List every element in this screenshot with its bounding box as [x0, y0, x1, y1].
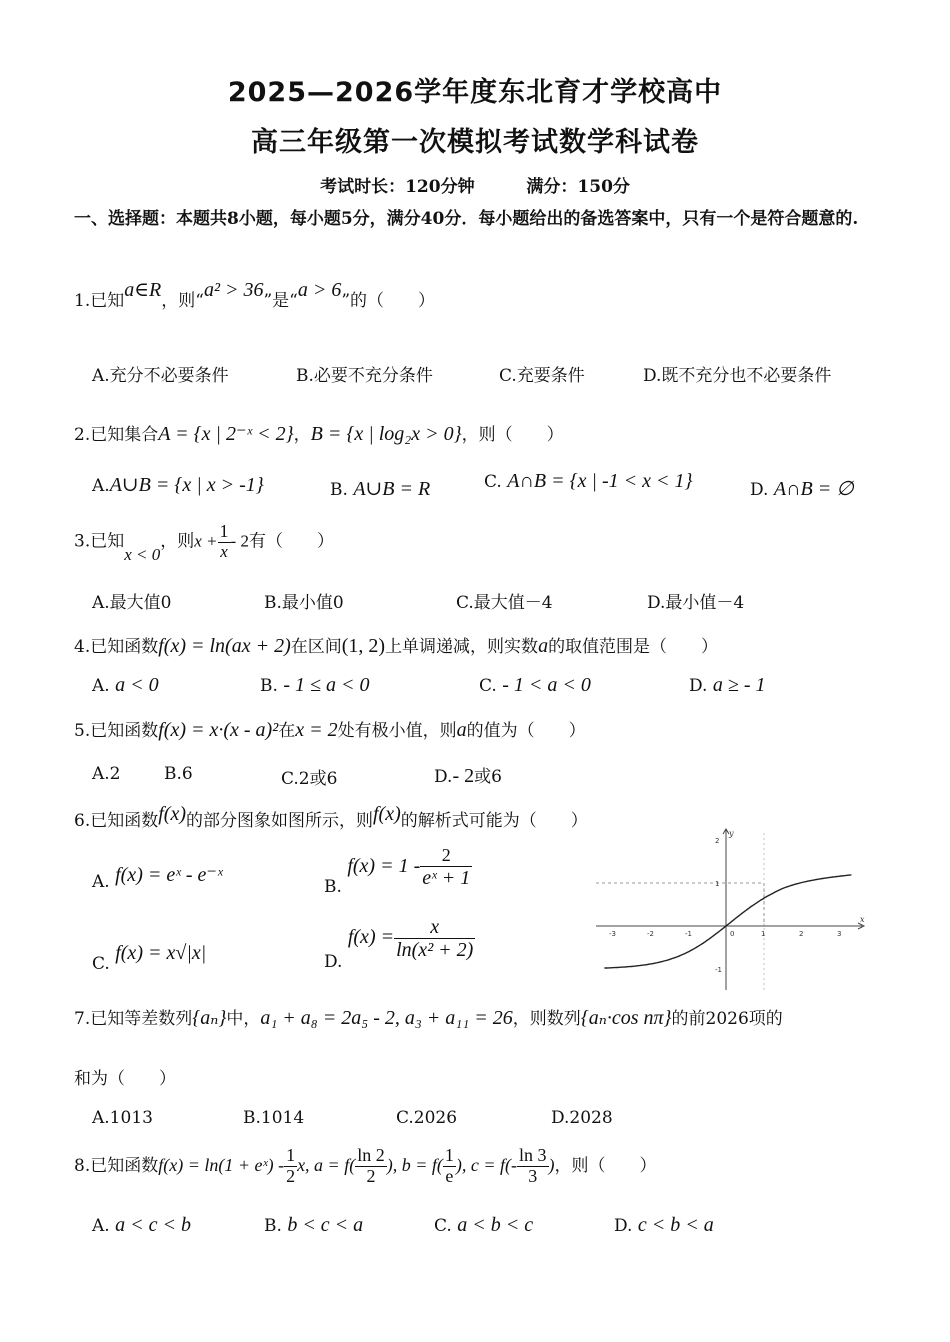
- q8-option-b[interactable]: [264, 1214, 363, 1237]
- q4-a-math: a < 0: [115, 674, 159, 696]
- q2-number: 2.: [74, 425, 91, 445]
- q4-option-d[interactable]: [689, 674, 765, 697]
- q8-option-d[interactable]: [614, 1214, 714, 1237]
- q8-math-5: ): [548, 1154, 555, 1175]
- question-4: [74, 632, 718, 658]
- q1-math-2: a² > 36: [203, 279, 264, 301]
- q1-math-1: a∈R: [124, 279, 162, 301]
- q3-math-2a: x +: [194, 531, 218, 551]
- q6-d-den: ln(x² + 2): [396, 939, 474, 961]
- q2-a-label: A.: [92, 476, 110, 496]
- q1-option-d[interactable]: D.既不充分也不必要条件: [643, 366, 832, 386]
- q3-text-3: 有（ ）: [248, 531, 334, 552]
- q4-number: 4.: [74, 637, 91, 657]
- q8-option-a[interactable]: [92, 1214, 191, 1237]
- q8-frac-3-den: e: [445, 1165, 454, 1186]
- x-tick-label: -2: [647, 930, 654, 938]
- q4-text-4: 的取值范围是（ ）: [548, 637, 719, 657]
- q8-frac-3-num: 1: [444, 1145, 454, 1165]
- q7-option-b[interactable]: B.1014: [243, 1108, 305, 1128]
- q3-frac-num: 1: [219, 521, 229, 541]
- q1-math-3: a > 6: [297, 279, 342, 301]
- q7-text: 已知等差数列: [90, 1009, 193, 1029]
- q8-math-1: f(x) = ln(1 + eˣ) -: [158, 1154, 285, 1175]
- score-value: 150分: [577, 177, 630, 197]
- q6-option-b[interactable]: [324, 845, 472, 897]
- q8-c-label: C.: [434, 1216, 452, 1236]
- q3-option-d[interactable]: D.最小值－4: [647, 593, 745, 613]
- q3-option-a[interactable]: A.最大值0: [92, 593, 172, 613]
- x-tick-label: 2: [799, 930, 804, 938]
- question-6: [74, 803, 588, 832]
- q2-b-label: B.: [330, 480, 348, 500]
- q7-option-d[interactable]: D.2028: [551, 1108, 613, 1128]
- q6-text-3: 的解析式可能为（ ）: [400, 811, 588, 831]
- question-5: [74, 716, 586, 742]
- q8-d-label: D.: [614, 1216, 633, 1236]
- q8-b-math: b < c < a: [287, 1214, 364, 1236]
- q7-continuation: 和为（ ）: [74, 1069, 176, 1089]
- q8-frac-3: [443, 1146, 456, 1187]
- question-1: [74, 279, 436, 312]
- q1-text: 已知: [90, 291, 125, 311]
- score-label: 满分：: [526, 177, 578, 197]
- q2-c-label: C.: [484, 472, 502, 492]
- q6-option-d[interactable]: [324, 916, 475, 972]
- q6-number: 6.: [74, 811, 91, 831]
- y-tick-label: -1: [715, 966, 722, 974]
- y-axis-label: y: [729, 829, 734, 838]
- x-axis-label: x: [860, 915, 865, 924]
- q6-b-num: 2: [420, 846, 472, 867]
- q7-math-1: {aₙ}: [192, 1007, 227, 1029]
- q4-math-1: f(x) = ln(ax + 2): [158, 635, 291, 657]
- q1-option-a[interactable]: A.充分不必要条件: [92, 366, 229, 386]
- exam-meta: [0, 172, 950, 197]
- q6-option-a[interactable]: [92, 864, 223, 893]
- q8-option-c[interactable]: [434, 1214, 533, 1237]
- q5-text-2: 在: [278, 721, 296, 741]
- q4-b-label: B.: [260, 676, 278, 696]
- q5-option-b[interactable]: B.6: [164, 764, 193, 784]
- q4-text-3: 上单调递减，则实数: [385, 637, 539, 657]
- q6-d-fraction: [394, 916, 475, 961]
- q5-math-3: a: [456, 719, 467, 741]
- q8-frac-1-den: 2: [286, 1165, 296, 1186]
- q6-text-2: 的部分图象如图所示，则: [186, 811, 373, 831]
- q5-text-4: 的值为（ ）: [466, 721, 586, 741]
- q8-frac-1-num: 1: [286, 1145, 296, 1165]
- q3-frac-den: x: [220, 541, 228, 561]
- q7-option-a[interactable]: A.1013: [92, 1108, 153, 1128]
- q3-math-2b: - 2: [230, 531, 249, 551]
- q2-option-c[interactable]: [484, 470, 693, 493]
- question-7: [74, 1004, 783, 1030]
- q2-math-2: B = {x | log₂x > 0}: [310, 423, 462, 445]
- q2-d-label: D.: [750, 480, 769, 500]
- q6-option-c[interactable]: [92, 942, 207, 974]
- q4-text: 已知函数: [90, 637, 159, 657]
- function-curve: [604, 875, 851, 968]
- q2-math-1: A = {x | 2⁻ˣ < 2}: [158, 423, 294, 445]
- q6-b-den: eˣ + 1: [422, 866, 471, 889]
- q1-option-b[interactable]: B.必要不充分条件: [296, 366, 433, 386]
- q6-a-label: A.: [92, 872, 110, 892]
- section-heading: 一、选择题：本题共8小题，每小题5分，满分40分．每小题给出的备选答案中，只有一个是符合题意的.: [74, 209, 859, 229]
- q8-d-math: c < b < a: [637, 1214, 714, 1236]
- q1-text-4: ”的（ ）: [341, 291, 436, 311]
- q6-math-2: f(x): [373, 803, 401, 825]
- q5-option-a[interactable]: A.2: [92, 764, 121, 784]
- q5-option-d[interactable]: [434, 762, 502, 788]
- q4-text-2: 在区间: [290, 637, 342, 657]
- q2-c-math: A∩B = {x | -1 < x < 1}: [507, 470, 693, 492]
- q2-text: 已知集合: [90, 425, 159, 445]
- q4-d-label: D.: [689, 676, 708, 696]
- q7-text-3: ，则数列: [512, 1009, 581, 1029]
- q5-math-2: x = 2: [295, 719, 338, 741]
- q2-option-a[interactable]: [92, 472, 264, 497]
- q8-c-math: a < b < c: [457, 1214, 534, 1236]
- q7-option-c[interactable]: C.2026: [396, 1108, 458, 1128]
- q3-math-1: x < 0: [124, 545, 161, 565]
- q6-d-label: D.: [324, 952, 343, 972]
- x-tick-label: -1: [685, 930, 692, 938]
- q8-frac-2-den: 2: [366, 1165, 376, 1186]
- q5-number: 5.: [74, 721, 91, 741]
- q5-text-3: 处有极小值，则: [337, 721, 457, 741]
- time-value: 120分钟: [405, 177, 475, 197]
- q1-text-2: ，则“: [161, 291, 204, 311]
- q8-b-label: B.: [264, 1216, 282, 1236]
- q5-text: 已知函数: [90, 721, 159, 741]
- q8-text: 已知函数: [90, 1155, 159, 1176]
- x-tick-label: 0: [730, 930, 735, 938]
- q5-d-math: - 2: [452, 765, 475, 787]
- q1-number: 1.: [74, 291, 91, 311]
- q6-b-label: B.: [324, 876, 342, 897]
- q4-c-label: C.: [479, 676, 497, 696]
- q4-d-math: a ≥ - 1: [712, 674, 766, 696]
- q1-text-3: ”是“: [263, 291, 298, 311]
- q3-number: 3.: [74, 531, 91, 552]
- q5-d-label: D.: [434, 767, 453, 787]
- q2-text-3: ，则（ ）: [461, 425, 564, 445]
- y-tick-label: 2: [715, 837, 720, 845]
- q8-frac-4: [517, 1146, 549, 1187]
- exam-title-line2: 高三年级第一次模拟考试数学科试卷: [251, 127, 699, 158]
- q3-text-2: ，则: [160, 531, 195, 552]
- q7-math-3: {aₙ·cos nπ}: [580, 1007, 672, 1029]
- q4-c-math: - 1 < a < 0: [502, 674, 591, 696]
- q8-frac-2: [355, 1146, 387, 1187]
- q3-option-b[interactable]: B.最小值0: [264, 593, 344, 613]
- q8-frac-2-num: ln 2: [357, 1145, 385, 1165]
- q6-b-math: f(x) = 1 -: [347, 854, 421, 877]
- q1-option-c[interactable]: C.充要条件: [499, 366, 585, 386]
- time-label: 考试时长：: [320, 177, 406, 197]
- q4-option-a[interactable]: [92, 674, 159, 697]
- q6-b-fraction: [420, 846, 472, 889]
- x-tick-label: 1: [761, 930, 766, 938]
- q8-number: 8.: [74, 1155, 91, 1176]
- question-2: [74, 420, 564, 446]
- q6-d-math: f(x) =: [347, 926, 395, 948]
- q7-number: 7.: [74, 1009, 91, 1029]
- q3-option-c[interactable]: C.最大值－4: [456, 593, 553, 613]
- q8-text-2: ，则（ ）: [554, 1155, 657, 1176]
- q6-d-num: x: [394, 916, 475, 939]
- q5-option-c[interactable]: C.2或6: [281, 769, 338, 789]
- q6-c-math: f(x) = x√|x|: [115, 942, 207, 964]
- q8-frac-1: [284, 1146, 297, 1187]
- q7-text-2: 中，: [226, 1009, 261, 1029]
- q5-d-text: 或6: [474, 767, 502, 787]
- q8-math-2: x, a = f(: [297, 1154, 356, 1175]
- q8-a-math: a < c < b: [115, 1214, 191, 1236]
- q6-math-1: f(x): [158, 803, 186, 825]
- q4-b-math: - 1 ≤ a < 0: [283, 674, 370, 696]
- q2-text-2: ，: [293, 425, 311, 445]
- q2-option-b[interactable]: [330, 476, 430, 501]
- q7-text-4: 的前2026项的: [671, 1009, 783, 1029]
- question-8: [74, 1146, 657, 1187]
- q6-c-label: C.: [92, 954, 110, 974]
- q4-math-2: (1, 2): [341, 635, 386, 657]
- q4-option-c[interactable]: [479, 674, 591, 697]
- exam-title-line1: 2025—2026学年度东北育才学校高中: [227, 77, 723, 108]
- q6-text: 已知函数: [90, 811, 159, 831]
- q4-option-b[interactable]: [260, 674, 369, 697]
- q8-frac-4-num: ln 3: [518, 1145, 547, 1165]
- q2-b-math: A∪B = R: [353, 478, 431, 500]
- q3-text: 已知: [90, 531, 125, 552]
- q8-a-label: A.: [92, 1216, 110, 1236]
- q3-fraction: [218, 522, 231, 561]
- x-tick-label: -3: [609, 930, 616, 938]
- q5-math-1: f(x) = x·(x - a)²: [158, 719, 279, 741]
- q2-a-math: A∪B = {x | x > -1}: [109, 474, 264, 496]
- question-3: [74, 521, 334, 565]
- q2-option-d[interactable]: [750, 476, 854, 501]
- q6-a-math: f(x) = eˣ - e⁻ˣ: [115, 864, 223, 886]
- q8-math-4: ), c = f(-: [455, 1154, 517, 1175]
- q8-math-3: ), b = f(: [386, 1154, 443, 1175]
- function-graph: [596, 828, 872, 990]
- q2-d-math: A∩B = ∅: [773, 478, 854, 500]
- q8-frac-4-den: 3: [528, 1165, 538, 1186]
- q4-math-3: a: [538, 635, 549, 657]
- q4-a-label: A.: [92, 676, 110, 696]
- q7-math-2: a₁ + a₈ = 2a₅ - 2, a₃ + a₁₁ = 26: [260, 1007, 513, 1029]
- y-tick-label: 1: [715, 880, 720, 888]
- x-tick-label: 3: [837, 930, 842, 938]
